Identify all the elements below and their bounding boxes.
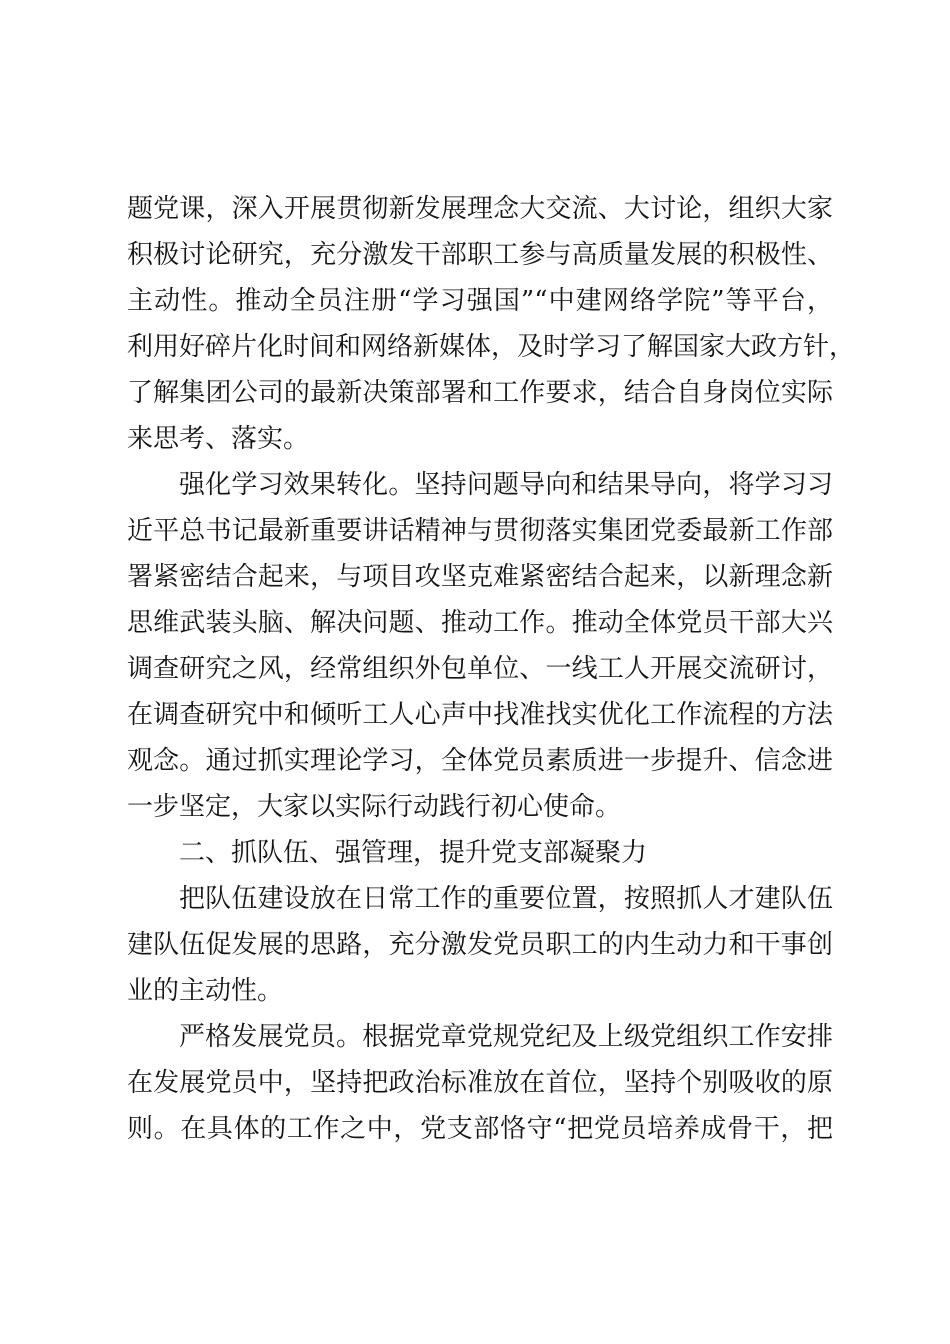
text-line: 主动性。推动全员注册“学习强国”“中建网络学院”等平台， (127, 286, 833, 316)
text-line: 严格发展党员。根据党章党规党纪及上级党组织工作安排 (179, 1022, 833, 1052)
text-line: 在发展党员中，坚持把政治标准放在首位，坚持个别吸收的原 (127, 1068, 833, 1098)
text-line: 积极讨论研究，充分激发干部职工参与高质量发展的积极性、 (127, 240, 833, 270)
text-line: 了解集团公司的最新决策部署和工作要求，结合自身岗位实际 (127, 378, 833, 408)
text-line: 把队伍建设放在日常工作的重要位置，按照抓人才建队伍 (179, 884, 833, 914)
text-line: 在调查研究中和倾听工人心声中找准找实优化工作流程的方法 (127, 700, 833, 730)
text-line: 近平总书记最新重要讲话精神与贯彻落实集团党委最新工作部 (127, 516, 833, 546)
text-line: 业的主动性。 (127, 976, 284, 1006)
document-body (127, 186, 856, 1152)
text-line: 一步坚定，大家以实际行动践行初心使命。 (127, 792, 622, 822)
text-line: 强化学习效果转化。坚持问题导向和结果导向，将学习习 (179, 470, 833, 500)
text-line: 则。在具体的工作之中，党支部恪守“把党员培养成骨干，把 (127, 1114, 833, 1144)
text-line: 调查研究之风，经常组织外包单位、一线工人开展交流研讨， (127, 654, 833, 684)
text-line: 署紧密结合起来，与项目攻坚克难紧密结合起来，以新理念新 (127, 562, 833, 592)
text-line: 利用好碎片化时间和网络新媒体，及时学习了解国家大政方针， (127, 332, 856, 362)
text-line: 思维武装头脑、解决问题、推动工作。推动全体党员干部大兴 (127, 608, 833, 638)
text-line: 题党课，深入开展贯彻新发展理念大交流、大讨论，组织大家 (127, 194, 833, 224)
text-line: 来思考、落实。 (127, 424, 310, 454)
text-line: 观念。通过抓实理论学习，全体党员素质进一步提升、信念进 (127, 746, 833, 776)
text-line: 建队伍促发展的思路，充分激发党员职工的内生动力和干事创 (127, 930, 833, 960)
section-heading: 二、抓队伍、强管理，提升党支部凝聚力 (179, 838, 648, 868)
